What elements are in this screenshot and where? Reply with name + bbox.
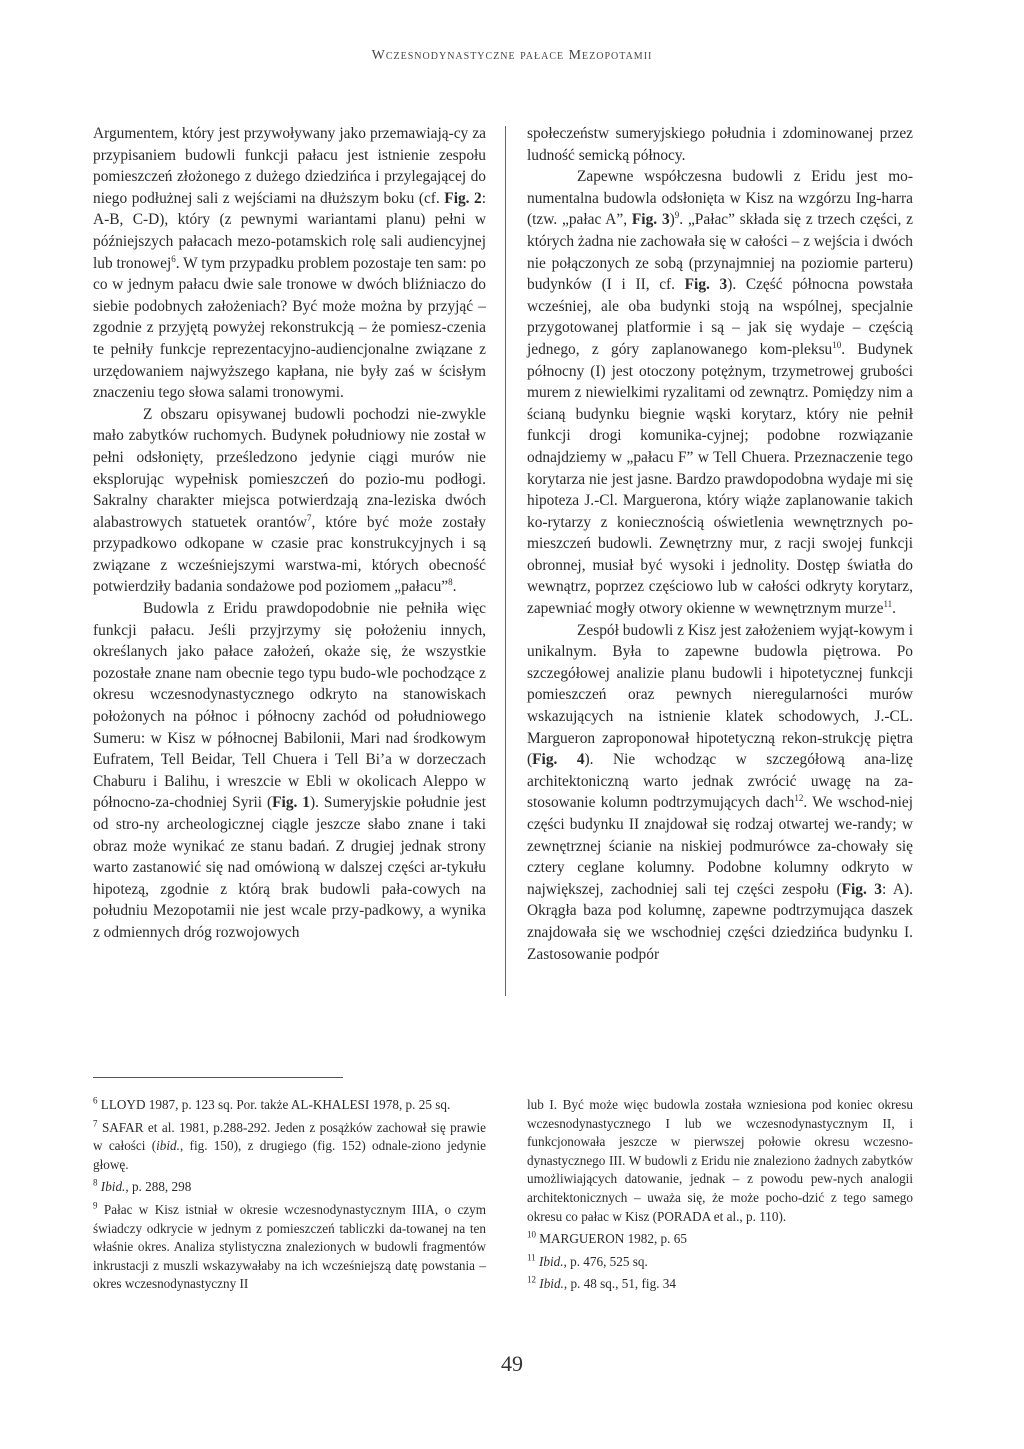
paragraph: społeczeństw sumeryjskiego południa i zdominowanej przez ludność semicką północy. xyxy=(527,125,913,164)
figure-reference: Fig. 4 xyxy=(532,751,585,769)
footnote: $^{11}$ Ibid., p. 476, 525 sq. xyxy=(527,1252,648,1269)
figure-reference: Fig. 3 xyxy=(684,276,728,294)
figure-reference: Fig. 1 xyxy=(272,794,311,812)
footnote-marker: 10 xyxy=(832,339,842,350)
right-column xyxy=(527,123,913,965)
figure-reference: Fig. 3 xyxy=(631,211,670,229)
footnotes-right xyxy=(527,1096,913,1294)
footnote-marker: 8 xyxy=(448,577,453,588)
footnote-marker: 12 xyxy=(794,793,804,804)
figure-reference: Fig. 3 xyxy=(841,880,882,898)
footnotes-left xyxy=(93,1096,486,1294)
left-column xyxy=(93,123,486,944)
paragraph: Zapewne współczesna budowli z Eridu jest mo-numentalna budowla odsłonięta w Kisz na wzgórzu Ing-harra (tzw. „pałac A”, Fig. 3)$^9$. „Pałac” składa się z trzech części, z których żadna nie zachowała się w całości – z wejścia i dwóch nie połączonych ze sobą (przynajmniej na poziomie parteru) budynków (I i II, cf. Fig. 3). Część północna powstała wcześniej, ale oba budynki stoją na wspólnej, specjalnie przygotowanej platformie i są – jak się wydaje – częścią jednego, z góry zaplanowanego kom-pleksu$^{10}$. Budynek północny (I) jest otoczony potężnym, trzymetrowej grubości murem z niewielkimi ryzalitami od zewnątrz. Pomiędzy nim a ścianą budynku biegnie wąski korytarz, który nie pełnił funkcji drogi komunika-cyjnej; podobne rozwiązanie odnajdziemy w „pałacu F” w Tell Chuera. Przeznaczenie tego korytarza nie jest jasne. Bardzo prawdopodobna wydaje mi się hipoteza J.-Cl. Marguerona, który wiąże zaplanowanie takich ko-rytarzy z koniecznością oświetlenia wewnętrznych po-mieszczeń budowli. Zewnętrzny mur, z racji swojej funkcji obronnej, musiał być wysoki i jednolity. Dostęp światła do wewnątrz, poprzez częściowo lub w całości odkryty korytarz, zapewniać mogły otwory okienne w wewnętrznym murze$^{11}$. xyxy=(527,168,914,618)
figure-reference: Fig. 2 xyxy=(444,189,482,207)
footnote: $^9$ Pałac w Kisz istniał w okresie wczesnodynastycznym IIIA, o czym świadczy odkrycie w jednym z pomieszczeń tabliczki da-towanej na ten właśnie okres. Analiza stylistyczna znalezionych w budowli fragmentów inkrustacji z muszli wskazywałaby na ich wcześniejszą datę powstania – okres wczesnodynastyczny II xyxy=(93,1200,486,1292)
footnote: $^{10}$ MARGUERON 1982, p. 65 xyxy=(527,1229,687,1247)
footnote-marker: 7 xyxy=(306,512,312,523)
running-head: Wczesnodynastyczne pałace Mezopotamii xyxy=(371,48,653,63)
footnote: $^6$ LLOYD 1987, p. 123 sq. Por. także AL-KHALESI 1978, p. 25 sq. xyxy=(93,1095,451,1112)
paragraph: Argumentem, który jest przywoływany jako przemawiają-cy za przypisaniem budowli funkcji pałacu jest istnienie zespołu pomieszczeń złożonego z dużego dziedzińca i przylegającej do niego podłużnej sali z wejściami na dłuższym boku (cf. Fig. 2: A-B, C-D), który (z pewnymi wariantami planu) pełni w późniejszych pałacach mezo-potamskich rolę sali audiencyjnej lub tronowej$^6$. W tym przypadku problem pozostaje ten sam: po co w jednym pałacu dwie sale tronowe w dwóch bliźniaczo do siebie podobnych założeniach? Być może można by przyjąć – zgodnie z przyjętą powyżej rekonstrukcją – że pomiesz-czenia te pełniły funkcje reprezentacyjno-audiencjonalne związane z urzędowaniem najwyższego kapłana, nie były zaś w ścisłym znaczeniu tego słowa salami tronowymi. xyxy=(93,125,487,402)
footnote-marker: 9 xyxy=(674,210,680,221)
footnote-marker: 11 xyxy=(883,598,893,609)
column-divider xyxy=(505,126,506,996)
footnote-rule xyxy=(93,1077,343,1078)
footnote: $^{12}$ Ibid., p. 48 sq., 51, fig. 34 xyxy=(527,1274,676,1292)
footnote-marker: 6 xyxy=(171,253,176,264)
paragraph: Zespół budowli z Kisz jest założeniem wyjąt-kowym i unikalnym. Była to zapewne budowla piętrowa. Po szczegółowej analizie planu budowli i hipotetycznej funkcji pomieszczeń oraz pewnych nieregularności murów wskazujących na istnienie klatek schodowych, J.-CL. Margueron zaproponował hipotetyczną rekon-strukcję piętra (Fig. 4). Nie wchodząc w szczegółową ana-lizę architektoniczną warto jednak zwrócić uwagę na za-stosowanie kolumn podtrzymujących dach$^{12}$. We wschod-niej części budynku II znajdował się rodzaj otwartej we-randy; w zewnętrznej ścianie na niskiej podmurówce za-chowały się cztery ceglane kolumny. Podobne kolumny odkryto w największej, zachodniej sali tej części zespołu (Fig. 3: A). Okrągła baza pod kolumnę, zapewne podtrzymująca daszek znajdowała się we wschodniej części dziedzińca budynku I. Zastosowanie podpór xyxy=(527,621,913,963)
footnote: $^8$ Ibid., p. 288, 298 xyxy=(93,1177,192,1195)
footnote: $^7$ SAFAR et al. 1981, p.288-292. Jeden z posążków zachował się prawie w całości (ibid., fig. 150), z drugiego (fig. 152) odnale-ziono jedynie głowę. xyxy=(93,1118,487,1172)
page-number: 49 xyxy=(501,1351,523,1376)
footnote-continuation: lub I. Być może więc budowla została wzniesiona pod koniec okresu wczesnodynastycznego I lub we wczesnodynastycznym II, i funkcjonowała jeszcze w pierwszej połowie okresu wczesno-dynastycznego III. W budowli z Eridu nie znaleziono żadnych zabytków umożliwiających datowanie, jednak – z powodu pew-nych analogii architektonicznych – uważa się, że może pocho-dzić z tego samego okresu co pałac w Kisz (PORADA et al., p. 110). xyxy=(527,1097,913,1224)
paragraph: Budowla z Eridu prawdopodobnie nie pełniła więc funkcji pałacu. Jeśli przyjrzymy się położeniu innych, określanych jako pałace założeń, okaże się, że wszystkie pozostałe znane nam obecnie tego typu budo-wle pochodzące z okresu wczesnodynastycznego odkryto na stanowiskach położonych na północ i północny zachód od południowego Sumeru: w Kisz w północnej Babilonii, Mari nad środkowym Eufratem, Tell Beidar, Tell Chuera i Tell Bi’a w dorzeczach Chaburu i Balihu, i wreszcie w Ebli w okolicach Aleppo w północno-za-chodniej Syrii (Fig. 1). Sumeryjskie południe jest od stro-ny archeologicznej ciągle jeszcze słabo znane i taki obraz może wynikać ze stanu badań. Z drugiej jednak strony warto zastanowić się nad omówioną w dalszej części ar-tykułu hipotezą, zgodnie z którą brak budowli pała-cowych na południu Mezopotamii nie jest wcale przy-padkowy, a wynika z odmiennych dróg rozwojowych xyxy=(93,600,486,941)
paragraph: Z obszaru opisywanej budowli pochodzi nie-zwykle mało zabytków ruchomych. Budynek południowy nie został w pełni odsłonięty, prześledzono jedynie ciągi murów nie eksplorując wypełnisk pomieszczeń do pozio-mu podłogi. Sakralny charakter miejsca potwierdzają zna-leziska dwóch alabastrowych statuetek orantów$^7$, które być może zostały przypadkowo odkopane w czasie prac konstrukcyjnych i są związane z wcześniejszymi warstwa-mi, których obecność potwierdziły badania sondażowe pod poziomem „pałacu”$^8$. xyxy=(93,405,487,596)
